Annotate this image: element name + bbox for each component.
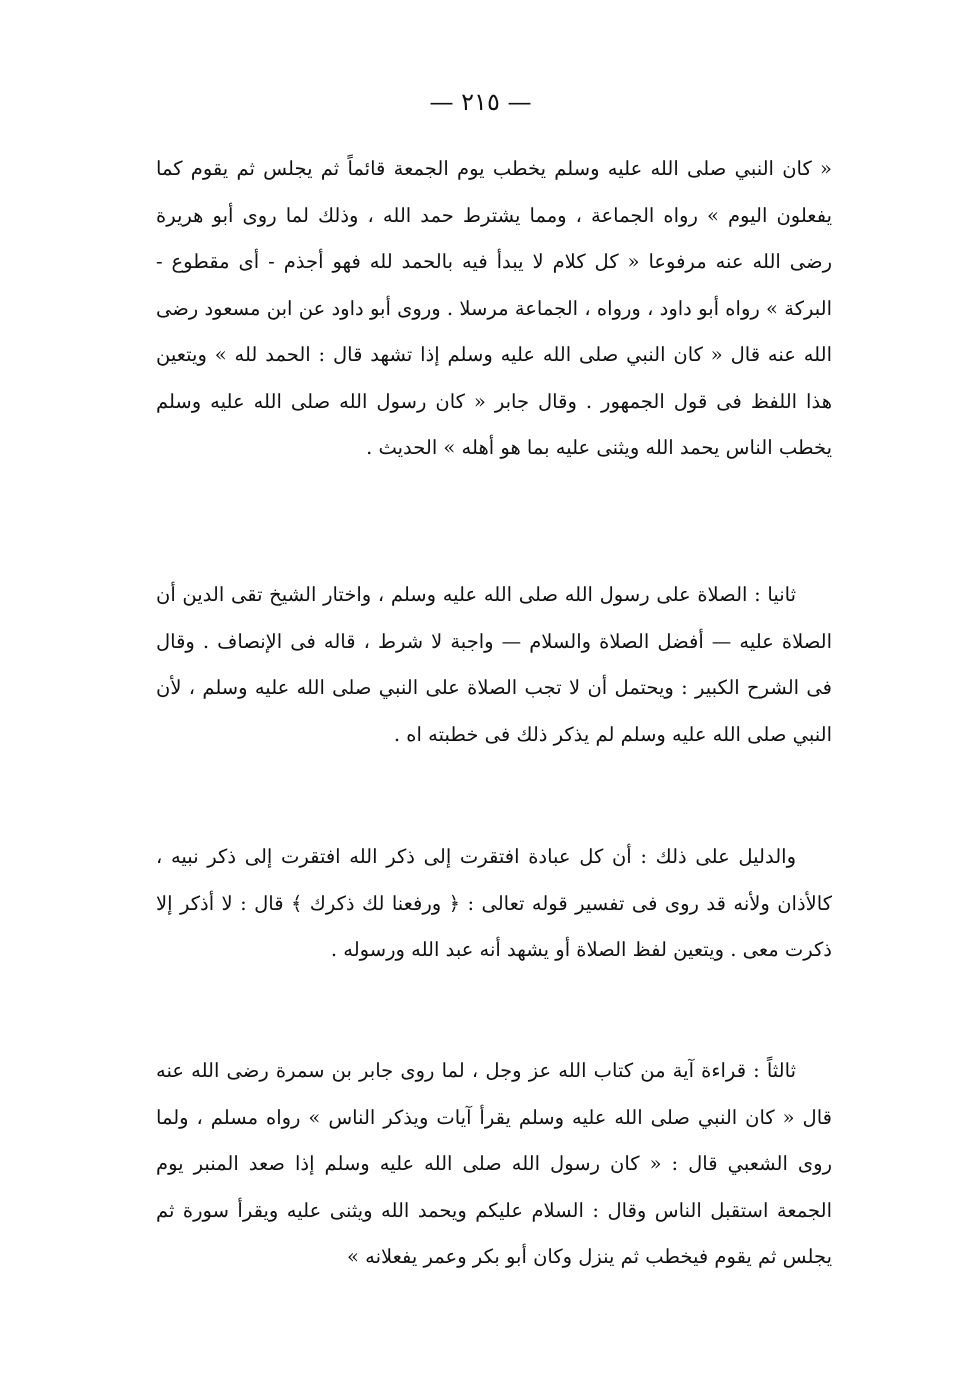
page-number: — ٢١٥ —: [429, 88, 532, 116]
paragraph-text: ثانيا : الصلاة على رسول الله صلى الله عليه وسلم ، واختار الشيخ تقى الدين أن الصلاة عليه — أفضل الصلاة والسلام — واجبة لا شرط ، قاله فى الإنصاف . وقال فى الشرح الكبير : ويحتمل أن لا تجب الصلاة على النبي صلى الله عليه وسلم ، لأن النبي صلى الله عليه وسلم لم يذكر ذلك فى خطبته اه .: [156, 583, 832, 746]
paragraph-text: ثالثاً : قراءة آية من كتاب الله عز وجل ، لما روى جابر بن سمرة رضى الله عنه قال « كان النبي صلى الله عليه وسلم يقرأ آيات ويذكر الناس » رواه مسلم ، ولما روى الشعبي قال : « كان رسول الله صلى الله عليه وسلم إذا صعد المنبر يوم الجمعة استقبل الناس وقال : السلام عليكم ويحمد الله ويثنى عليه ويقرأ سورة ثم يجلس ثم يقوم فيخطب ثم ينزل وكان أبو بكر وعمر يفعلانه »: [156, 1059, 832, 1268]
paragraph-evidence: [156, 834, 832, 974]
paragraph-text: والدليل على ذلك : أن كل عبادة افتقرت إلى ذكر الله افتقرت إلى ذكر نبيه ، كالأذان ولأنه قد روى فى تفسير قوله تعالى : ﴿ ورفعنا لك ذكرك ﴾ قال : لا أذكر إلا ذكرت معى . ويتعين لفظ الصلاة أو يشهد أنه عبد الله ورسوله .: [156, 845, 832, 961]
paragraph-third-recitation: [156, 1048, 832, 1281]
paragraph-khutbah-standing: [156, 146, 832, 472]
paragraph-second-salat: [156, 572, 832, 758]
paragraph-text: « كان النبي صلى الله عليه وسلم يخطب يوم الجمعة قائماً ثم يجلس ثم يقوم كما يفعلون اليوم » رواه الجماعة ، ومما يشترط حمد الله ، وذلك لما روى أبو هريرة رضى الله عنه مرفوعا « كل كلام لا يبدأ فيه بالحمد لله فهو أجذم - أى مقطوع - البركة » رواه أبو داود ، ورواه ، الجماعة مرسلا . وروى أبو داود عن ابن مسعود رضى الله عنه قال « كان النبي صلى الله عليه وسلم إذا تشهد قال : الحمد لله » ويتعين هذا اللفظ فى قول الجمهور . وقال جابر « كان رسول الله صلى الله عليه وسلم يخطب الناس يحمد الله ويثنى عليه بما هو أهله » الحديث .: [156, 157, 832, 459]
